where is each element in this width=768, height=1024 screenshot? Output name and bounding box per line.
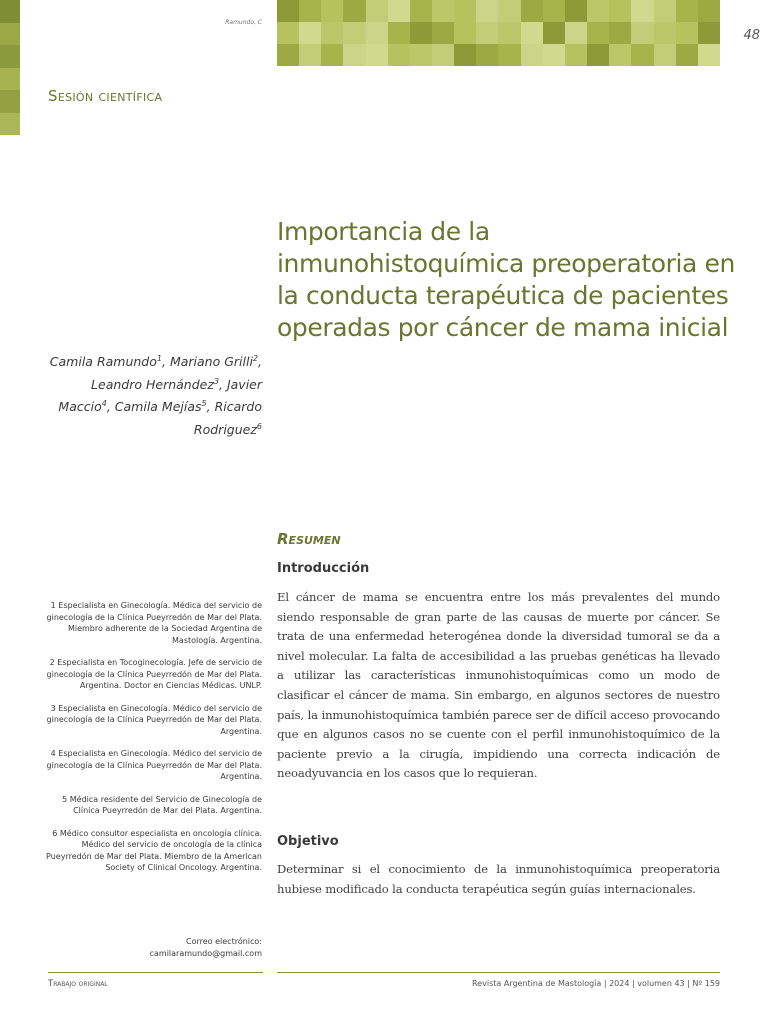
mosaic-tile [476,44,498,66]
page-number: 48 [743,28,760,43]
intro-paragraph: El cáncer de mama se encuentra entre los más prevalentes del mundo siendo responsable de gran parte de las causas de muerte por cáncer. Se trata de una enfermedad heterogénea donde la diversidad tumoral se da a nivel molecular. La falta de accesibilidad a las pruebas genéticas ha llevado a utilizar las características inmunohistoquímicas como un modo de clasificar el cáncer de mama. Sin embargo, en algunos sectores de nuestro país, la inmunohistoquímica también parece ser de difícil acceso provocando que en algunos casos no se cuente con el perfil inmunohistoquímico de la paciente previo a la cirugía, impidiendo una correcta indicación de neoadyuvancia en los casos que lo requieran. [277,590,720,781]
mosaic-tile [410,22,432,44]
mosaic-tile [676,0,698,22]
author-name: Leandro Hernández [91,376,214,392]
mosaic-tile [321,22,343,44]
mosaic-tile [654,0,676,22]
mosaic-tile [388,0,410,22]
mosaic-tile [543,44,565,66]
mosaic-tile [366,0,388,22]
mosaic-tile [476,0,498,22]
abstract-heading: Resumen [277,530,341,548]
objective-paragraph: Determinar si el conocimiento de la inmunohistoquímica preoperatoria hubiese modificado la conducta terapéutica según guías internacionales. [277,862,720,896]
contact-label: Correo electrónico: [186,937,262,946]
mosaic-tile [432,44,454,66]
mosaic-tile [277,0,299,22]
mosaic-tile [388,22,410,44]
mosaic-tile [654,44,676,66]
footer-article-type: Trabajo original [48,979,108,989]
mosaic-tile [498,44,520,66]
mosaic-tile [277,44,299,66]
mosaic-tile [454,0,476,22]
mosaic-tile [609,44,631,66]
strip-tile [0,113,20,136]
author-name: Camila Mejías [114,399,202,415]
mosaic-tile [587,22,609,44]
author-affiliation-marker: 2 [252,354,259,363]
affiliation-item: 4 Especialista en Ginecología. Médico del servicio de ginecología de la Clínica Pueyrredón de Mar del Plata. Argentina. [46,749,262,781]
footer-journal-info: Revista Argentina de Mastología | 2024 | volumen 43 | Nº 159 [472,979,720,988]
mosaic-tile [676,44,698,66]
contact-email[interactable]: camilaramundo@gmail.com [149,949,262,958]
mosaic-tile [343,0,365,22]
mosaic-tile [366,22,388,44]
strip-tile [0,90,20,113]
contact-block [40,936,262,960]
mosaic-tile [698,44,720,66]
author-affiliation-marker: 5 [201,399,207,409]
mosaic-tile [299,22,321,44]
mosaic-tile [521,44,543,66]
mosaic-tile [498,0,520,22]
mosaic-tile [587,0,609,22]
running-head: Ramundo, C [225,19,262,26]
mosaic-tile [631,22,653,44]
mosaic-tile [432,22,454,44]
mosaic-tile [631,0,653,22]
mosaic-tile [543,0,565,22]
mosaic-tile [476,22,498,44]
mosaic-tile [543,22,565,44]
objective-heading: Objetivo [277,834,339,849]
mosaic-tile [565,44,587,66]
strip-tile [0,0,20,23]
author-name: Mariano Grilli [169,354,253,370]
sidebar-color-strip [0,0,20,135]
affiliation-list [40,600,262,885]
author-name: Ricardo Rodriguez [193,399,262,438]
mosaic-tile [454,22,476,44]
section-label: Sesión científica [48,87,163,105]
mosaic-tile [676,22,698,44]
mosaic-tile [321,44,343,66]
author-affiliation-marker: 4 [101,399,107,409]
mosaic-tile [343,44,365,66]
intro-heading: Introducción [277,561,370,576]
mosaic-tile [521,0,543,22]
affiliation-item: 6 Médico consultor especialista en oncología clínica. Médico del servicio de oncología de la clínica Pueyrredón de Mar del Plata. Miembro de la American Society of Clinical Oncology. Argentina. [46,828,262,872]
author-list: Camila Ramundo$^1$, Mariano Grilli$^2$, Leandro Hernández$^3$, Javier Maccio$^4$, Camila Mejías$^5$, Ricardo Rodriguez$^6$ [49,354,262,438]
header-mosaic-band [277,0,720,66]
strip-tile [0,45,20,68]
mosaic-tile [609,22,631,44]
mosaic-tile [565,0,587,22]
affiliation-item: 2 Especialista en Tocoginecología. Jefe de servicio de ginecología de la Clínica Pueyrredón de Mar del Plata. Argentina. Doctor en Ciencias Médicas. UNLP. [46,658,262,690]
mosaic-tile [410,44,432,66]
mosaic-tile [321,0,343,22]
strip-tile [0,23,20,46]
affiliation-item: 5 Médica residente del Servicio de Ginecología de Clínica Pueyrredón de Mar del Plata. Argentina. [62,794,262,815]
mosaic-tile [299,44,321,66]
mosaic-tile [277,22,299,44]
strip-tile [0,68,20,91]
author-affiliation-marker: 6 [256,421,262,431]
mosaic-tile [565,22,587,44]
mosaic-tile [388,44,410,66]
mosaic-tile [366,44,388,66]
affiliation-item: 1 Especialista en Ginecología. Médica del servicio de ginecología de la Clínica Pueyrredón de Mar del Plata. Miembro adherente de la Sociedad Argentina de Mastología. Argentina. [46,601,262,645]
footer-divider-right [277,972,720,973]
article-title: Importancia de la inmunohistoquímica preoperatoria en la conducta terapéutica de pacientes operadas por cáncer de mama inicial [277,217,735,342]
affiliation-item: 3 Especialista en Ginecología. Médico del servicio de ginecología de la Clínica Pueyrredón de Mar del Plata. Argentina. [46,703,262,736]
mosaic-tile [343,22,365,44]
mosaic-tile [698,22,720,44]
mosaic-tile [631,44,653,66]
mosaic-tile [587,44,609,66]
mosaic-tile [410,0,432,22]
author-name: Camila Ramundo [49,354,157,370]
mosaic-tile [498,22,520,44]
mosaic-tile [654,22,676,44]
footer-divider-left [48,972,263,973]
author-name: Javier Maccio [58,376,262,415]
mosaic-tile [432,0,454,22]
author-affiliation-marker: 3 [213,376,219,386]
mosaic-tile [454,44,476,66]
mosaic-tile [698,0,720,22]
mosaic-tile [521,22,543,44]
author-affiliation-marker: 1 [156,354,162,363]
mosaic-tile [609,0,631,22]
mosaic-tile [299,0,321,22]
